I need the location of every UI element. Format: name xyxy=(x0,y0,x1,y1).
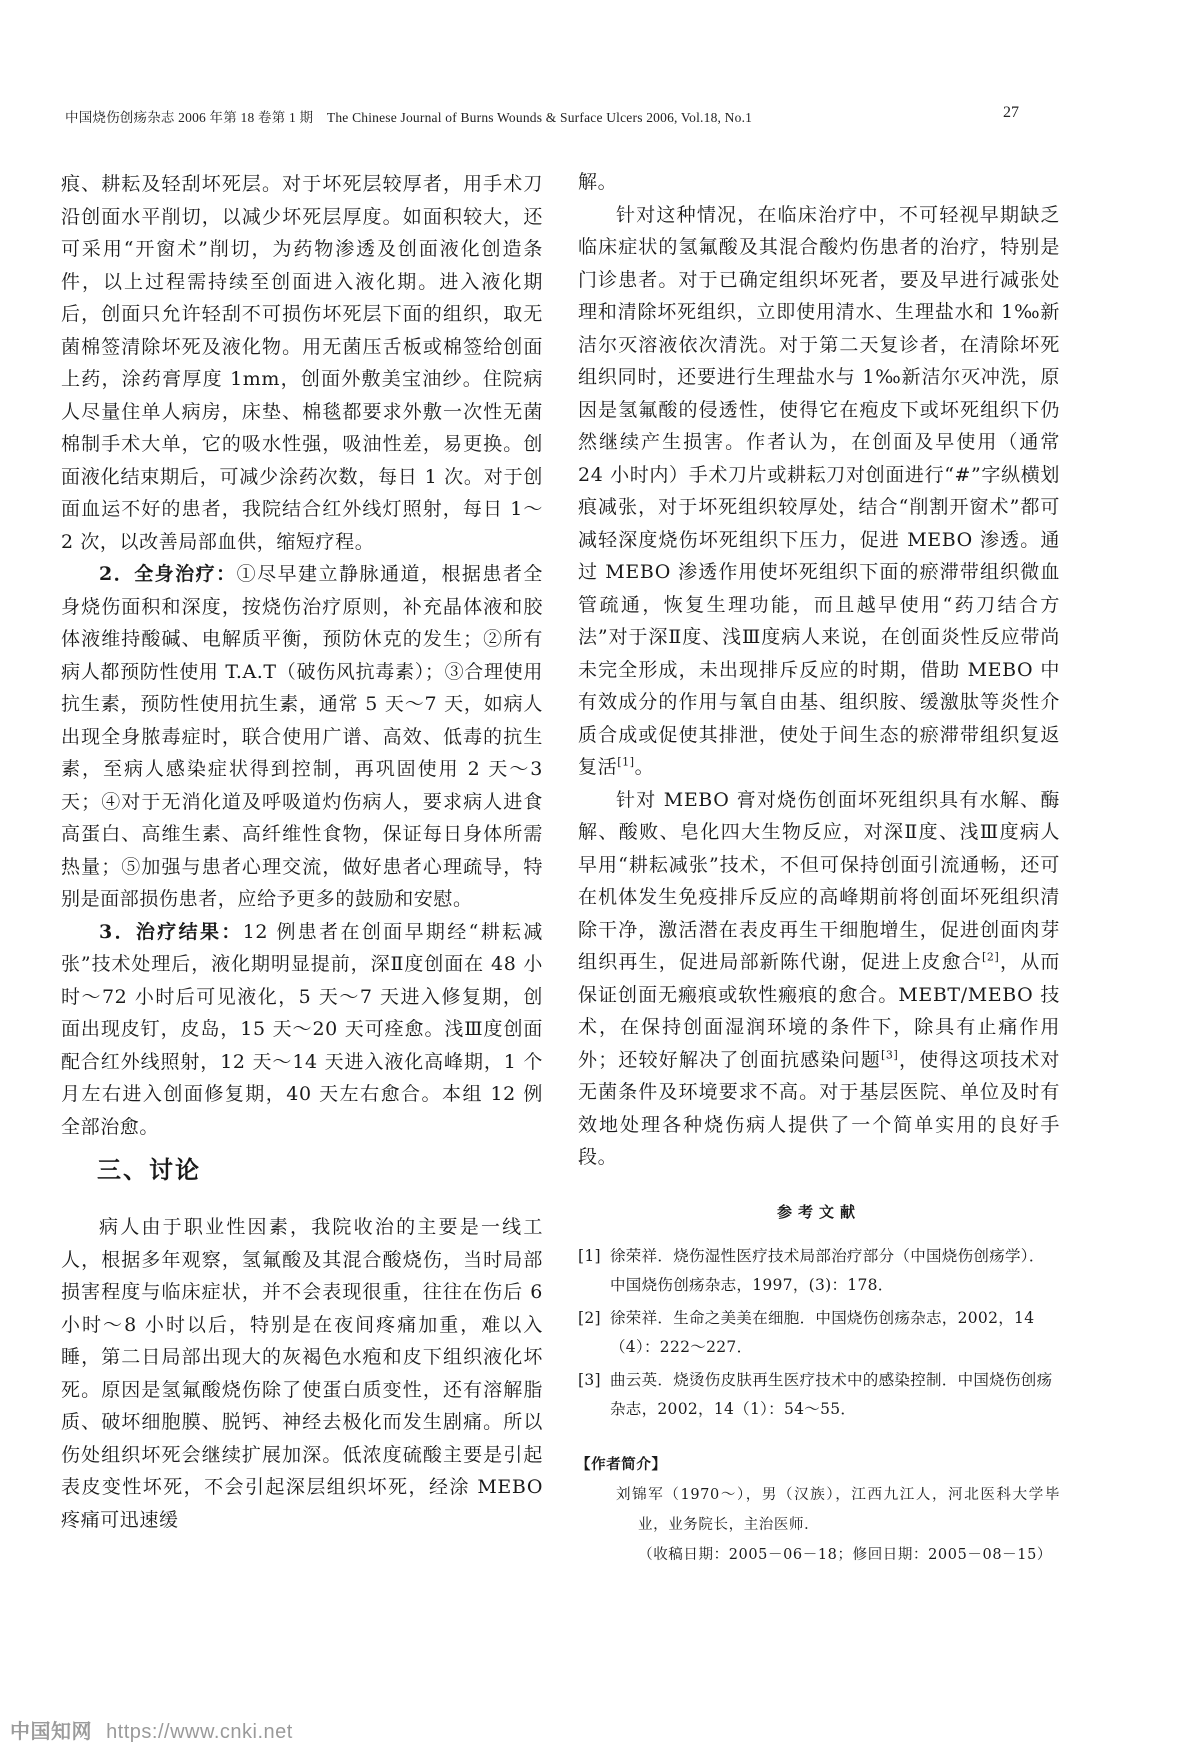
reference-number: [3] xyxy=(578,1370,601,1389)
page-number: 27 xyxy=(1003,104,1019,121)
reference-text: 徐荣祥．烧伤湿性医疗技术局部治疗部分（中国烧伤创疡学）．中国烧伤创疡杂志，1997，(3)：178． xyxy=(610,1246,1045,1294)
reference-item xyxy=(578,1242,1060,1300)
reference-text: 徐荣祥．生命之美美在细胞．中国烧伤创疡杂志，2002，14（4）：222～227． xyxy=(610,1308,1035,1356)
reference-number: [2] xyxy=(578,1308,601,1327)
left-column xyxy=(61,168,543,1536)
paragraph-text: 针对这种情况，在临床治疗中，不可轻视早期缺乏临床症状的氢氟酸及其混合酸灼伤患者的治疗，特别是门诊患者。对于已确定组织坏死者，要及早进行减张处理和清除坏死组织，立即使用清水、生理盐水和 1‰新洁尔灭溶液依次清洗。对于第二天复诊者，在清除坏死组织同时，还要进行生理盐水与 1‰新洁尔灭冲洗，原因是氢氟酸的侵透性，使得它在疱皮下或坏死组织下仍然继续产生损害。作者认为，在创面及早使用（通常 24 小时内）手术刀片或耕耘刀对创面进行“#”字纵横划痕减张，对于坏死组织较厚处，结合“削割开窗术”都可减轻深度烧伤坏死组织下压力，促进 MEBO 渗透。通过 MEBO 渗透作用使坏死组织下面的瘀滞带组织微血管疏通，恢复生理功能，而且越早使用“药刀结合方法”对于深Ⅱ度、浅Ⅲ度病人来说，在创面炎性反应带尚未完全形成，未出现排斥反应的时期，借助 MEBO 中有效成分的作用与氧自由基、组织胺、缓激肽等炎性介质合成或促使其排泄，使处于间生态的瘀滞带组织复返复活 xyxy=(578,203,1060,778)
watermark-footer xyxy=(10,1715,293,1744)
right-column xyxy=(578,166,1060,1570)
reference-item xyxy=(578,1366,1060,1424)
paragraph xyxy=(61,558,543,916)
received-dates: （收稿日期：2005－06－18；修回日期：2005－08－15） xyxy=(638,1546,1052,1563)
subsection-heading: 3．治疗结果： xyxy=(99,920,243,943)
author-bio: 刘锦军（1970～），男（汉族），江西九江人，河北医科大学毕业，业务院长，主治医师． xyxy=(616,1486,1060,1533)
reference-number: [1] xyxy=(578,1246,601,1265)
author-info xyxy=(578,1450,1060,1570)
references-title: 参考文献 xyxy=(776,1202,861,1221)
paragraph xyxy=(578,784,1060,1174)
running-header: 中国烧伤创疡杂志 2006 年第 18 卷第 1 期 The Chinese Journal of Burns Wounds & Surface Ulcers 2006, Vol.18, No.1 xyxy=(65,110,753,125)
paragraph xyxy=(61,916,543,1144)
paragraph: 痕、耕耘及轻刮坏死层。对于坏死层较厚者，用手术刀沿创面水平削切，以减少坏死层厚度。如面积较大，还可采用“开窗术”削切，为药物渗透及创面液化创造条件，以上过程需持续至创面进入液化期。进入液化期后，创面只允许轻刮不可损伤坏死层下面的组织，取无菌棉签清除坏死及液化物。用无菌压舌板或棉签给创面上药，涂药膏厚度 1mm，创面外敷美宝油纱。住院病人尽量住单人病房，床垫、棉毯都要求外敷一次性无菌棉制手术大单，它的吸水性强，吸油性差，易更换。创面液化结束期后，可减少涂药次数，每日 1 次。对于创面血运不好的患者，我院结合红外线灯照射，每日 1～2 次，以改善局部血供，缩短疗程。 xyxy=(61,173,543,553)
citation: [3] xyxy=(881,1048,899,1062)
references-list xyxy=(578,1242,1060,1424)
section-title: 三、讨论 xyxy=(97,1155,201,1184)
cnki-logo: 中国知网 xyxy=(10,1721,92,1743)
reference-text: 曲云英．烧烫伤皮肤再生医疗技术中的感染控制．中国烧伤创疡杂志，2002，14（1）：54～55． xyxy=(610,1370,1053,1418)
paragraph: 病人由于职业性因素，我院收治的主要是一线工人，根据多年观察，氢氟酸及其混合酸烧伤，当时局部损害程度与临床症状，并不会表现很重，往往在伤后 6 小时～8 小时以后，特别是在夜间疼痛加重，难以入睡，第二日局部出现大的灰褐色水疱和皮下组织液化坏死。原因是氢氟酸烧伤除了使蛋白质变性，还有溶解脂质、破坏细胞膜、脱钙、神经去极化而发生剧痛。所以伤处组织坏死会继续扩展加深。低浓度硫酸主要是引起表皮变性坏死，不会引起深层组织坏死，经涂 MEBO 疼痛可迅速缓 xyxy=(61,1216,543,1531)
reference-item xyxy=(578,1304,1060,1362)
author-label: 【作者简介】 xyxy=(576,1455,667,1473)
paragraph-text: ，从而保证创面无瘢痕或软性瘢痕的愈合。MEBT/MEBO 技术，在保持创面湿润环境的条件下，除具有止痛作用外；还较好解决了创面抗感染问题 xyxy=(578,951,1060,1071)
paragraph xyxy=(578,199,1060,784)
paragraph-text: ，使得这项技术对无菌条件及环境要求不高。对于基层医院、单位及时有效地处理各种烧伤病人提供了一个简单实用的良好手段。 xyxy=(578,1048,1060,1168)
paragraph-text: 。 xyxy=(634,756,655,778)
paragraph-text: 12 例患者在创面早期经“耕耘减张”技术处理后，液化期明显提前，深Ⅱ度创面在 48 小时～72 小时后可见液化，5 天～7 天进入修复期，创面出现皮钉，皮岛，15 天～20 天可痊愈。浅Ⅲ度创面配合红外线照射，12 天～14 天进入液化高峰期，1 个月左右进入创面修复期，40 天左右愈合。本组 12 例全部治愈。 xyxy=(61,920,543,1138)
subsection-heading: 2．全身治疗： xyxy=(99,563,237,585)
paragraph: 解。 xyxy=(578,171,618,193)
paragraph-text: 针对 MEBO 膏对烧伤创面坏死组织具有水解、酶解、酸败、皂化四大生物反应，对深Ⅱ度、浅Ⅲ度病人早用“耕耘减张”技术，不但可保持创面引流通畅，还可在机体发生免疫排斥反应的高峰期前将创面坏死组织清除干净，激活潜在表皮再生干细胞增生，促进创面肉芽组织再生，促进局部新陈代谢，促进上皮愈合 xyxy=(578,788,1060,973)
citation: [1] xyxy=(617,755,635,769)
paragraph-text: ①尽早建立静脉通道，根据患者全身烧伤面积和深度，按烧伤治疗原则，补充晶体液和胶体液维持酸碱、电解质平衡，预防休克的发生；②所有病人都预防性使用 T.A.T（破伤风抗毒素）；③合理使用抗生素，预防性使用抗生素，通常 5 天～7 天，如病人出现全身脓毒症时，联合使用广谱、高效、低毒的抗生素，至病人感染症状得到控制，再巩固使用 2 天～3 天；④对于无消化道及呼吸道灼伤病人，要求病人进食高蛋白、高维生素、高纤维性食物，保证每日身体所需热量；⑤加强与患者心理交流，做好患者心理疏导，特别是面部损伤患者，应给予更多的鼓励和安慰。 xyxy=(61,563,543,910)
cnki-url[interactable]: https://www.cnki.net xyxy=(106,1721,293,1743)
citation: [2] xyxy=(982,950,1000,964)
